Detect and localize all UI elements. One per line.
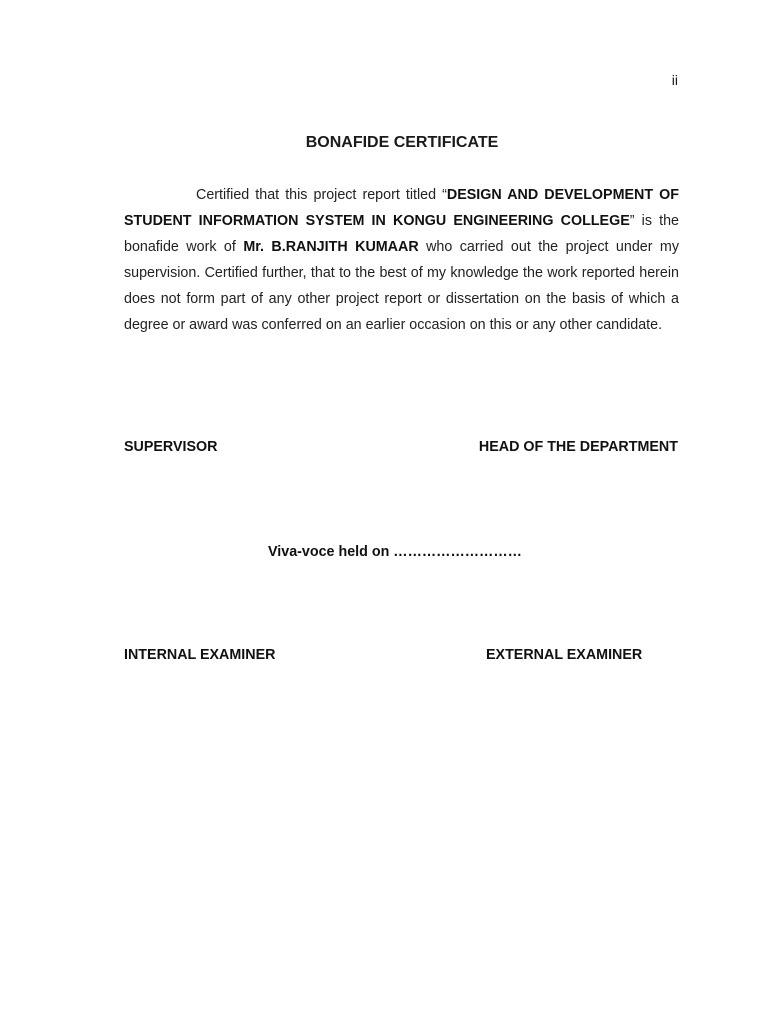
external-examiner-label: EXTERNAL EXAMINER bbox=[486, 647, 643, 663]
certificate-title: BONAFIDE CERTIFICATE bbox=[305, 134, 499, 151]
paragraph-intro: Certified that this project report titled “ bbox=[196, 187, 447, 203]
paragraph-end: who carried out the project under my supervision. Certified further, that to the best of my knowledge the work reported herein does not form part of any other project report or dissertation on the basis of which a degree or award was conferred on an earlier occasion on this or any other candidate. bbox=[124, 239, 679, 333]
viva-voce-line: Viva-voce held on ……………………… bbox=[268, 544, 522, 560]
page-number: ii bbox=[671, 72, 678, 88]
student-name: Mr. B.RANJITH KUMAAR bbox=[243, 239, 419, 255]
supervisor-label: SUPERVISOR bbox=[124, 439, 218, 455]
paragraph-middle: ” is the bonafide work of bbox=[124, 213, 680, 255]
internal-examiner-label: INTERNAL EXAMINER bbox=[124, 647, 276, 663]
project-title: DESIGN AND DEVELOPMENT OF STUDENT INFORMATION SYSTEM IN KONGU ENGINEERING COLLEGE bbox=[124, 187, 679, 229]
hod-label: HEAD OF THE DEPARTMENT bbox=[478, 439, 678, 455]
certificate-paragraph bbox=[124, 182, 679, 338]
